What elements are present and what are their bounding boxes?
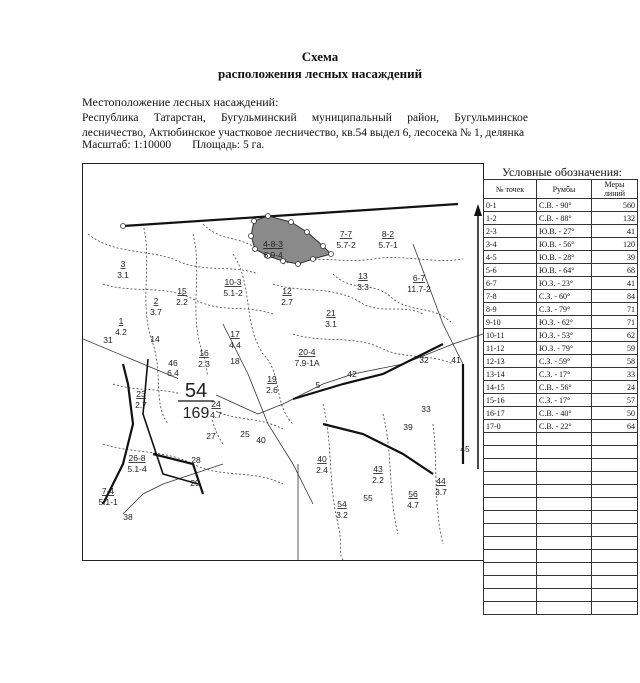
- empty-table-row: [484, 602, 638, 615]
- table-row: [484, 329, 638, 342]
- table-row: [484, 238, 638, 251]
- point-pair-cell: 0-1: [484, 199, 537, 212]
- map-label: 7-7: [339, 229, 353, 239]
- table-row: [484, 277, 638, 290]
- map-label: 21: [326, 308, 336, 318]
- length-cell: 560: [592, 199, 638, 212]
- length-cell: 71: [592, 303, 638, 316]
- bearings-table: [483, 179, 638, 615]
- empty-table-row: [484, 433, 638, 446]
- map-label: 23: [136, 389, 146, 399]
- length-cell: 57: [592, 394, 638, 407]
- table-row: [484, 420, 638, 433]
- map-label: 7.9-1А: [294, 358, 320, 368]
- length-cell: 50: [592, 407, 638, 420]
- empty-table-row: [484, 498, 638, 511]
- empty-table-row: [484, 485, 638, 498]
- map-label: 14: [150, 334, 160, 344]
- map-label: 2.7: [135, 400, 147, 410]
- empty-cell: [484, 511, 537, 524]
- length-cell: 84: [592, 290, 638, 303]
- bearing-cell: С.В. - 40°: [537, 407, 592, 420]
- map-label: 8-2: [381, 229, 395, 239]
- empty-cell: [592, 550, 638, 563]
- map-label: 4.7: [210, 410, 222, 420]
- point-pair-cell: 15-16: [484, 394, 537, 407]
- map-label: 2.6: [266, 385, 278, 395]
- empty-cell: [484, 550, 537, 563]
- length-cell: 33: [592, 368, 638, 381]
- map-label: 13: [358, 271, 368, 281]
- map-label: 43: [373, 464, 383, 474]
- map-label: 2.3: [198, 359, 210, 369]
- forest-map: [82, 163, 484, 561]
- point-pair-cell: 16-17: [484, 407, 537, 420]
- length-cell: 41: [592, 277, 638, 290]
- bearing-cell: С.З. - 79°: [537, 303, 592, 316]
- map-label: 5.1-2: [223, 288, 243, 298]
- empty-cell: [537, 602, 592, 615]
- empty-cell: [484, 485, 537, 498]
- map-label: 2.4: [316, 465, 328, 475]
- empty-cell: [484, 446, 537, 459]
- legend-title: Условные обозначения:: [502, 165, 623, 179]
- point-pair-cell: 8-9: [484, 303, 537, 316]
- table-row: [484, 290, 638, 303]
- map-label: 16: [199, 348, 209, 358]
- map-label: 2: [153, 296, 159, 306]
- empty-cell: [592, 576, 638, 589]
- empty-cell: [592, 511, 638, 524]
- scale-text: Масштаб: 1:10000: [82, 139, 172, 151]
- map-label: 2.7: [281, 297, 293, 307]
- map-label: 26-8: [128, 453, 146, 463]
- map-label: 5.7-2: [336, 240, 356, 250]
- empty-cell: [537, 576, 592, 589]
- empty-table-row: [484, 459, 638, 472]
- table-row: [484, 264, 638, 277]
- empty-cell: [484, 576, 537, 589]
- empty-cell: [537, 524, 592, 537]
- map-label: 28: [191, 455, 201, 465]
- map-label: 5.1-1: [98, 497, 118, 507]
- map-label: 42: [347, 369, 357, 379]
- empty-cell: [592, 563, 638, 576]
- empty-cell: [592, 485, 638, 498]
- point-pair-cell: 1-2: [484, 212, 537, 225]
- compartment-area: 169: [182, 405, 210, 422]
- empty-cell: [592, 537, 638, 550]
- bearing-cell: С.В. - 88°: [537, 212, 592, 225]
- empty-table-row: [484, 524, 638, 537]
- bearing-cell: С.В. - 22°: [537, 420, 592, 433]
- point-pair-cell: 7-8: [484, 290, 537, 303]
- map-label: 33: [421, 404, 431, 414]
- map-label: 4.7: [407, 500, 419, 510]
- length-cell: 58: [592, 355, 638, 368]
- length-cell: 39: [592, 251, 638, 264]
- forest-map-drawing: [83, 164, 483, 560]
- table-row: [484, 368, 638, 381]
- point-pair-cell: 10-11: [484, 329, 537, 342]
- map-label: 5.1-4: [127, 464, 147, 474]
- empty-cell: [484, 472, 537, 485]
- table-row: [484, 212, 638, 225]
- table-row: [484, 251, 638, 264]
- table-row: [484, 342, 638, 355]
- empty-cell: [592, 446, 638, 459]
- point-pair-cell: 14-15: [484, 381, 537, 394]
- map-label: 6.9-4: [263, 250, 283, 260]
- map-label: 31: [103, 335, 113, 345]
- map-label: 18: [230, 356, 240, 366]
- map-label: 12: [282, 286, 292, 296]
- empty-cell: [537, 550, 592, 563]
- map-label: 45: [460, 444, 470, 454]
- empty-cell: [592, 589, 638, 602]
- empty-table-row: [484, 472, 638, 485]
- empty-cell: [592, 602, 638, 615]
- table-row: [484, 407, 638, 420]
- map-label: 5.7-1: [378, 240, 398, 250]
- scheme-title: Схема: [301, 49, 339, 64]
- empty-cell: [592, 433, 638, 446]
- map-label: 5: [315, 380, 321, 390]
- length-cell: 24: [592, 381, 638, 394]
- empty-cell: [484, 459, 537, 472]
- map-label: 4-8-3: [263, 239, 283, 249]
- empty-cell: [484, 537, 537, 550]
- map-label: 1: [118, 316, 124, 326]
- bearings-table-body: [484, 199, 638, 615]
- map-label: 54: [337, 499, 347, 509]
- empty-table-row: [484, 589, 638, 602]
- empty-cell: [484, 524, 537, 537]
- length-cell: 59: [592, 342, 638, 355]
- compartment-number: 54: [184, 380, 208, 402]
- map-labels: [98, 229, 470, 522]
- map-label: 11.7-2: [407, 284, 431, 294]
- empty-cell: [537, 433, 592, 446]
- empty-cell: [537, 563, 592, 576]
- bearing-cell: С.В. - 90°: [537, 199, 592, 212]
- point-pair-cell: 6-7: [484, 277, 537, 290]
- map-label: 3.1: [325, 319, 337, 329]
- bearing-cell: Ю.В. - 56°: [537, 238, 592, 251]
- scale-line: [82, 139, 264, 151]
- bearing-cell: С.З. - 59°: [537, 355, 592, 368]
- point-pair-cell: 12-13: [484, 355, 537, 368]
- map-label: 4.2: [115, 327, 127, 337]
- map-label: 10-3: [224, 277, 242, 287]
- map-label: 46: [168, 358, 178, 368]
- column-header: Румбы: [537, 180, 592, 199]
- scheme-subtitle: расположения лесных насаждений: [217, 66, 423, 81]
- empty-table-row: [484, 550, 638, 563]
- length-cell: 41: [592, 225, 638, 238]
- bearing-cell: С.В. - 56°: [537, 381, 592, 394]
- point-pair-cell: 4-5: [484, 251, 537, 264]
- table-row: [484, 303, 638, 316]
- area-text: Площадь: 5 га.: [192, 139, 265, 151]
- empty-cell: [537, 446, 592, 459]
- empty-cell: [592, 459, 638, 472]
- length-cell: 68: [592, 264, 638, 277]
- map-label: 39: [403, 422, 413, 432]
- map-label: 4.4: [229, 340, 241, 350]
- map-label: 44: [436, 476, 446, 486]
- empty-table-row: [484, 563, 638, 576]
- map-label: 38: [123, 512, 133, 522]
- map-label: 56: [408, 489, 418, 499]
- map-label: 17: [230, 329, 240, 339]
- map-label: 25: [240, 429, 250, 439]
- point-pair-cell: 17-0: [484, 420, 537, 433]
- length-cell: 120: [592, 238, 638, 251]
- bearing-cell: Ю.В. - 64°: [537, 264, 592, 277]
- column-header: № точек: [484, 180, 537, 199]
- empty-cell: [537, 459, 592, 472]
- map-label: 3.1: [117, 270, 129, 280]
- bearing-cell: Ю.З. - 53°: [537, 329, 592, 342]
- empty-cell: [537, 537, 592, 550]
- bearing-cell: Ю.З. - 62°: [537, 316, 592, 329]
- map-label: 20-4: [298, 347, 316, 357]
- map-label: 32: [419, 355, 429, 365]
- empty-cell: [537, 498, 592, 511]
- map-label: 3.7: [435, 487, 447, 497]
- point-pair-cell: 11-12: [484, 342, 537, 355]
- map-label: 3.3: [357, 282, 369, 292]
- empty-cell: [592, 472, 638, 485]
- map-label: 6-7: [412, 273, 426, 283]
- empty-cell: [537, 589, 592, 602]
- length-cell: 71: [592, 316, 638, 329]
- empty-table-row: [484, 511, 638, 524]
- map-label: 3: [120, 259, 126, 269]
- table-row: [484, 199, 638, 212]
- location-text: Республика Татарстан, Бугульминский муниципальный район, Бугульминское лесничество, Актюбинское участковое лесничество, кв.54 выдел 6, лесосека № 1, делянка: [82, 112, 528, 139]
- empty-cell: [484, 498, 537, 511]
- empty-cell: [592, 524, 638, 537]
- empty-cell: [484, 433, 537, 446]
- map-label: 29: [190, 478, 200, 488]
- bearing-cell: Ю.З. - 23°: [537, 277, 592, 290]
- empty-cell: [592, 498, 638, 511]
- length-cell: 62: [592, 329, 638, 342]
- point-pair-cell: 5-6: [484, 264, 537, 277]
- bearing-cell: Ю.В. - 28°: [537, 251, 592, 264]
- map-label: 15: [177, 286, 187, 296]
- bearing-cell: Ю.З. - 79°: [537, 342, 592, 355]
- length-cell: 64: [592, 420, 638, 433]
- point-pair-cell: 9-10: [484, 316, 537, 329]
- bearing-cell: С.З. - 17°: [537, 394, 592, 407]
- map-label: 7-4: [101, 486, 115, 496]
- empty-cell: [484, 589, 537, 602]
- map-label: 55: [363, 493, 373, 503]
- bearing-cell: Ю.В. - 27°: [537, 225, 592, 238]
- table-header-row: [484, 180, 638, 199]
- empty-table-row: [484, 576, 638, 589]
- table-row: [484, 381, 638, 394]
- point-pair-cell: 13-14: [484, 368, 537, 381]
- table-row: [484, 225, 638, 238]
- bearing-cell: С.З. - 17°: [537, 368, 592, 381]
- map-label: 41: [451, 355, 461, 365]
- point-pair-cell: 2-3: [484, 225, 537, 238]
- empty-table-row: [484, 446, 638, 459]
- north-arrow-head: [474, 204, 482, 216]
- empty-cell: [537, 472, 592, 485]
- table-row: [484, 355, 638, 368]
- map-label: 6.4: [167, 368, 179, 378]
- map-label: 40: [317, 454, 327, 464]
- bearing-cell: С.З. - 60°: [537, 290, 592, 303]
- map-label: 19: [267, 374, 277, 384]
- empty-cell: [537, 511, 592, 524]
- empty-table-row: [484, 537, 638, 550]
- length-cell: 132: [592, 212, 638, 225]
- location-label: Местоположение лесных насаждений:: [82, 95, 279, 109]
- point-pair-cell: 3-4: [484, 238, 537, 251]
- map-label: 2.2: [372, 475, 384, 485]
- map-label: 27: [206, 431, 216, 441]
- map-label: 24: [211, 399, 221, 409]
- table-row: [484, 316, 638, 329]
- map-label: 3.7: [150, 307, 162, 317]
- column-header: Меры линий: [592, 180, 638, 199]
- empty-cell: [484, 563, 537, 576]
- map-label: 40: [256, 435, 266, 445]
- map-label: 3.2: [336, 510, 348, 520]
- empty-cell: [537, 485, 592, 498]
- empty-cell: [484, 602, 537, 615]
- map-label: 2.2: [176, 297, 188, 307]
- table-row: [484, 394, 638, 407]
